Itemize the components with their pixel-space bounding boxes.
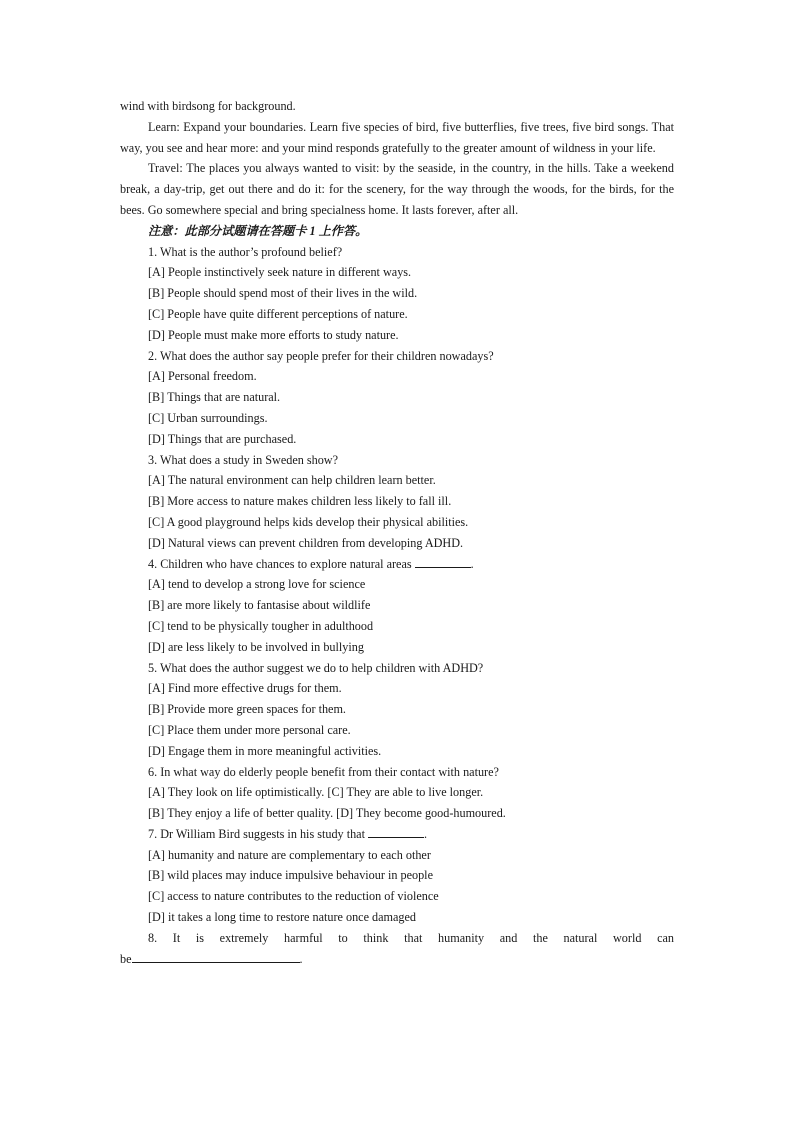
answer-option: [D] it takes a long time to restore nature once damaged bbox=[148, 910, 417, 925]
answer-option-pair: [B] They enjoy a life of better quality. [D] They become good-humoured. bbox=[148, 806, 506, 821]
document-page bbox=[120, 96, 674, 969]
question-stem: 4. Children who have chances to explore natural areas bbox=[148, 556, 412, 571]
answer-option: [B] Things that are natural. bbox=[148, 390, 281, 405]
answer-option: [A] Find more effective drugs for them. bbox=[148, 681, 342, 696]
answer-blank bbox=[368, 825, 424, 838]
question-stem: 2. What does the author say people prefer for their children nowadays? bbox=[148, 348, 494, 363]
instruction-note: 注意：此部分试题请在答题卡 1 上作答。 bbox=[148, 223, 368, 238]
answer-option: [A] The natural environment can help children learn better. bbox=[148, 473, 436, 488]
question-stem-row: be . bbox=[120, 951, 303, 966]
answer-option: [C] access to nature contributes to the reduction of violence bbox=[148, 889, 439, 904]
answer-option: [A] tend to develop a strong love for science bbox=[148, 577, 366, 592]
question-stem: 1. What is the author’s profound belief? bbox=[148, 244, 343, 259]
question-stem-row: 7. Dr William Bird suggests in his study that . bbox=[148, 826, 428, 841]
answer-option: [B] People should spend most of their lives in the wild. bbox=[148, 286, 418, 301]
answer-option: [C] A good playground helps kids develop their physical abilities. bbox=[148, 514, 469, 529]
answer-option: [D] People must make more efforts to study nature. bbox=[148, 327, 399, 342]
answer-option: [C] Place them under more personal care. bbox=[148, 722, 351, 737]
answer-option: [D] Engage them in more meaningful activities. bbox=[148, 743, 382, 758]
answer-blank bbox=[415, 555, 471, 568]
answer-option: [A] humanity and nature are complementary to each other bbox=[148, 847, 431, 862]
passage-paragraph: Travel: The places you always wanted to visit: by the seaside, in the country, in the hills. Take a weekend break, a day-trip, get out there and do it: for the scenery, for the way through the woods, for the birds, for the bees. Go somewhere special and bring specialness home. It lasts forever, after all. bbox=[120, 161, 674, 217]
answer-option: [B] More access to nature makes children less likely to fall ill. bbox=[148, 494, 452, 509]
question-stem: 8. It is extremely harmful to think that humanity and the natural world can bbox=[148, 930, 674, 945]
answer-option: [C] tend to be physically tougher in adulthood bbox=[148, 618, 374, 633]
answer-option: [B] are more likely to fantasise about wildlife bbox=[148, 598, 371, 613]
answer-option: [A] Personal freedom. bbox=[148, 369, 257, 384]
answer-option: [C] Urban surroundings. bbox=[148, 410, 268, 425]
question-stem-row: 4. Children who have chances to explore natural areas . bbox=[148, 556, 474, 571]
answer-option: [B] Provide more green spaces for them. bbox=[148, 702, 346, 717]
question-stem: 5. What does the author suggest we do to help children with ADHD? bbox=[148, 660, 484, 675]
answer-blank bbox=[132, 950, 300, 963]
answer-option-pair: [A] They look on life optimistically. [C] They are able to live longer. bbox=[148, 785, 484, 800]
answer-option: [C] People have quite different perceptions of nature. bbox=[148, 306, 408, 321]
answer-option: [A] People instinctively seek nature in different ways. bbox=[148, 265, 412, 280]
answer-option: [D] Things that are purchased. bbox=[148, 431, 297, 446]
passage-paragraph: wind with birdsong for background. bbox=[120, 99, 296, 113]
answer-option: [D] Natural views can prevent children from developing ADHD. bbox=[148, 535, 464, 550]
question-stem-continued: be bbox=[120, 951, 132, 966]
answer-option: [B] wild places may induce impulsive behaviour in people bbox=[148, 868, 433, 883]
question-stem: 6. In what way do elderly people benefit from their contact with nature? bbox=[148, 764, 499, 779]
passage-paragraph: Learn: Expand your boundaries. Learn five species of bird, five butterflies, five trees, five bird songs. That way, you see and hear more: and your mind responds gratefully to the greater amount of wildness in your life. bbox=[120, 119, 674, 155]
answer-option: [D] are less likely to be involved in bullying bbox=[148, 639, 364, 654]
question-stem: 7. Dr William Bird suggests in his study that bbox=[148, 826, 365, 841]
question-stem: 3. What does a study in Sweden show? bbox=[148, 452, 339, 467]
